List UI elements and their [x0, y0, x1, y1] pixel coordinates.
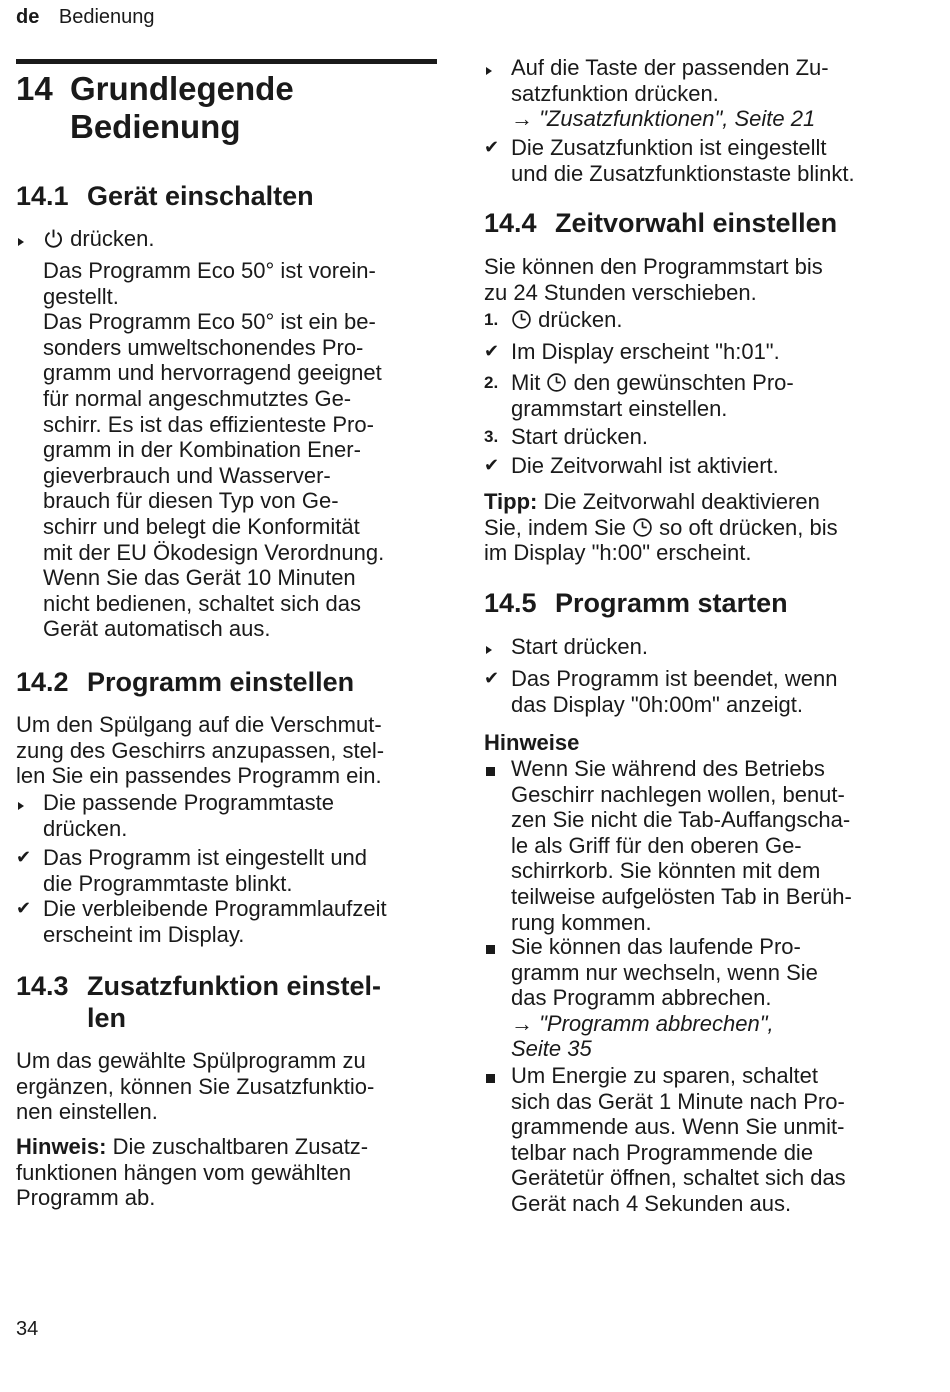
chapter-title — [16, 70, 294, 146]
text-line: Geschirr nachlegen wollen, benut- — [511, 781, 845, 807]
text-line: drücken. — [43, 815, 128, 841]
heading-text: Programm starten — [555, 588, 788, 618]
check-icon: ✔ — [16, 847, 32, 867]
text-line: telbar nach Programmende die — [511, 1139, 814, 1165]
step-marker — [16, 226, 38, 252]
text-line: Das Programm ist beendet, wenn — [511, 666, 838, 691]
note-label: Hinweis: — [16, 1134, 107, 1159]
heading-14-2 — [16, 666, 354, 698]
step-14-2 — [16, 790, 441, 841]
clock-icon — [511, 307, 532, 332]
text-line: schirr und belegt die Konformität — [43, 513, 360, 539]
text-line: die Programmtaste blinkt. — [43, 870, 293, 896]
text-line: Die zuschaltbaren Zusatz- — [106, 1134, 369, 1159]
text-line: zu 24 Stunden verschieben. — [484, 279, 757, 305]
heading-text: Programm einstellen — [87, 667, 355, 697]
text-line: und die Zusatzfunktionstaste blinkt. — [511, 160, 855, 186]
bullet-square — [484, 756, 506, 782]
language-label: de — [16, 6, 40, 28]
step-14-4-1 — [484, 307, 924, 333]
tip-14-4 — [484, 489, 924, 566]
text-line: sonders umweltschonendes Pro- — [43, 334, 364, 360]
step-marker — [484, 634, 506, 660]
heading-text-cont: len — [87, 1003, 127, 1033]
result-14-5 — [484, 666, 924, 717]
heading-14-1 — [16, 180, 314, 212]
heading-number: 14.4 — [484, 208, 537, 238]
text-line: le als Griff für den oberen Ge- — [511, 832, 802, 858]
clock-icon — [546, 370, 567, 395]
text-line: Wenn Sie während des Betriebs — [511, 756, 825, 781]
result-text: Im Display erscheint "h:01". — [511, 339, 780, 364]
result-14-2-2 — [16, 896, 441, 947]
text-line: satzfunktion drücken. — [511, 80, 719, 106]
note-14-3 — [16, 1134, 441, 1211]
power-icon — [43, 226, 64, 251]
check-icon: ✔ — [484, 668, 500, 688]
chapter-title-line2: Bedienung — [70, 108, 241, 145]
section-label: Bedienung — [58, 6, 155, 28]
chapter-rule — [16, 59, 437, 64]
text-line: teilweise aufgelösten Tab in Berüh- — [511, 883, 852, 909]
cross-reference-link[interactable]: Seite 35 — [511, 1036, 592, 1062]
heading-number: 14.2 — [16, 667, 69, 697]
clock-icon — [632, 515, 653, 540]
text-line: nicht bedienen, schaltet sich das — [43, 590, 361, 616]
bullet-square — [484, 1063, 506, 1089]
step-marker — [16, 790, 38, 816]
text-line: schirrkorb. Sie könnten mit dem — [511, 858, 821, 884]
step-text: drücken. — [557, 424, 648, 449]
text-fragment: Sie, indem Sie — [484, 514, 626, 540]
step-marker — [484, 55, 506, 81]
chapter-title-line1: Grundlegende — [70, 70, 294, 107]
heading-14-5 — [484, 587, 788, 619]
text-line: Programm ab. — [16, 1185, 156, 1211]
cross-reference-link[interactable]: → "Programm abbrechen", — [511, 1010, 774, 1036]
text-line: gramm nur wechseln, wenn Sie — [511, 959, 818, 985]
step-power — [16, 226, 441, 252]
page-header — [16, 6, 155, 29]
text-fragment: den gewünschten Pro- — [573, 370, 794, 395]
result-14-4-3 — [484, 453, 924, 479]
body-14-1 — [16, 258, 468, 642]
step-14-4-2 — [484, 370, 924, 421]
text-line: schirr. Es ist das effizienteste Pro- — [43, 411, 374, 437]
text-line: für normal angeschmutztes Ge- — [43, 385, 352, 411]
text-line: Sie können das laufende Pro- — [511, 934, 801, 959]
notes-title: Hinweise — [484, 730, 580, 755]
text-line: nen einstellen. — [16, 1099, 158, 1125]
text-line: erscheint im Display. — [43, 921, 245, 947]
start-key-label: Start — [511, 424, 558, 449]
check-icon: ✔ — [484, 341, 500, 361]
text-line: Das Programm Eco 50° ist vorein- — [43, 258, 376, 283]
text-line: grammstart einstellen. — [511, 395, 728, 421]
heading-14-3 — [16, 970, 381, 1034]
text-line: Um den Spülgang auf die Verschmut- — [16, 712, 382, 737]
text-line: gieverbrauch und Wasserver- — [43, 462, 331, 488]
result-14-4-1 — [484, 339, 924, 365]
step-14-3 — [484, 55, 924, 132]
heading-number: 14.5 — [484, 588, 537, 618]
tip-label: Tipp: — [484, 489, 538, 514]
text-line: das Display "0h:00m" anzeigt. — [511, 691, 803, 717]
step-14-5 — [484, 634, 924, 660]
heading-text: Zeitvorwahl einstellen — [555, 208, 838, 238]
text-line: zen Sie nicht die Tab-Auffangscha- — [511, 807, 851, 833]
heading-14-4 — [484, 207, 837, 239]
text-line: Auf die Taste der passenden Zu- — [511, 55, 829, 80]
text-line: Um Energie zu sparen, schaltet — [511, 1063, 818, 1088]
heading-number: 14.1 — [16, 181, 69, 211]
text-line: Gerät automatisch aus. — [43, 616, 271, 642]
step-text: drücken. — [70, 226, 155, 251]
text-line: funktionen hängen vom gewählten — [16, 1159, 352, 1185]
note-item-1 — [484, 756, 924, 935]
start-key-label: Start — [511, 634, 558, 659]
text-line: Das Programm ist eingestellt und — [43, 845, 368, 870]
result-text: Die Zeitvorwahl ist aktiviert. — [511, 453, 779, 478]
note-item-3 — [484, 1063, 924, 1217]
note-item-2 — [484, 934, 924, 1062]
text-line: gramm und hervorragend geeignet — [43, 360, 382, 386]
text-line: grammende aus. Wenn Sie unmit- — [511, 1114, 845, 1140]
text-fragment: Die Zeitvorwahl deaktivieren — [537, 489, 820, 514]
text-line: gestellt. — [43, 283, 119, 309]
text-line: sich das Gerät 1 Minute nach Pro- — [511, 1088, 845, 1114]
text-line: Sie können den Programmstart bis — [484, 254, 823, 279]
text-line: Die Zusatzfunktion ist eingestellt — [511, 135, 827, 160]
result-14-3 — [484, 135, 924, 186]
text-line: Das Programm Eco 50° ist ein be- — [43, 309, 376, 335]
intro-14-2 — [16, 712, 441, 789]
cross-reference-link[interactable]: → "Zusatzfunktionen", Seite 21 — [511, 106, 816, 132]
text-line: das Programm abbrechen. — [511, 985, 772, 1011]
text-line: brauch für diesen Typ von Ge- — [43, 488, 339, 514]
text-line: gramm in der Kombination Ener- — [43, 437, 361, 463]
text-fragment: Mit — [511, 370, 541, 395]
text-line: rung kommen. — [511, 909, 652, 935]
text-line: len Sie ein passendes Programm ein. — [16, 763, 382, 789]
text-line: im Display "h:00" erscheint. — [484, 540, 752, 566]
text-line: Gerätetür öffnen, schaltet sich das — [511, 1165, 846, 1191]
step-14-4-3 — [484, 424, 924, 450]
heading-number: 14.3 — [16, 971, 69, 1001]
intro-14-3 — [16, 1048, 441, 1125]
heading-text: Gerät einschalten — [87, 181, 314, 211]
check-icon: ✔ — [484, 137, 500, 157]
step-number: 3. — [484, 427, 499, 446]
chapter-number: 14 — [16, 70, 53, 107]
check-icon: ✔ — [16, 898, 32, 918]
result-14-2-1 — [16, 845, 441, 896]
bullet-square — [484, 934, 506, 960]
text-line: Die passende Programmtaste — [43, 790, 335, 815]
text-line: Wenn Sie das Gerät 10 Minuten — [43, 565, 356, 591]
text-line: mit der EU Ökodesign Verordnung. — [43, 539, 385, 565]
step-text: drücken. — [538, 307, 623, 332]
check-icon: ✔ — [484, 455, 500, 475]
text-line: ergänzen, können Sie Zusatzfunktio- — [16, 1073, 375, 1099]
text-line: zung des Geschirrs anzupassen, stel- — [16, 737, 385, 763]
text-fragment: so oft drücken, bis — [659, 514, 838, 540]
intro-14-4 — [484, 254, 924, 305]
step-number: 2. — [484, 373, 499, 392]
text-line: Gerät nach 4 Sekunden aus. — [511, 1190, 792, 1216]
text-line: Um das gewählte Spülprogramm zu — [16, 1048, 366, 1073]
step-number: 1. — [484, 310, 499, 329]
heading-text: Zusatzfunktion einstel- — [87, 971, 382, 1001]
page-number: 34 — [16, 1318, 39, 1340]
step-text: drücken. — [557, 634, 648, 659]
text-line: Die verbleibende Programmlaufzeit — [43, 896, 387, 921]
